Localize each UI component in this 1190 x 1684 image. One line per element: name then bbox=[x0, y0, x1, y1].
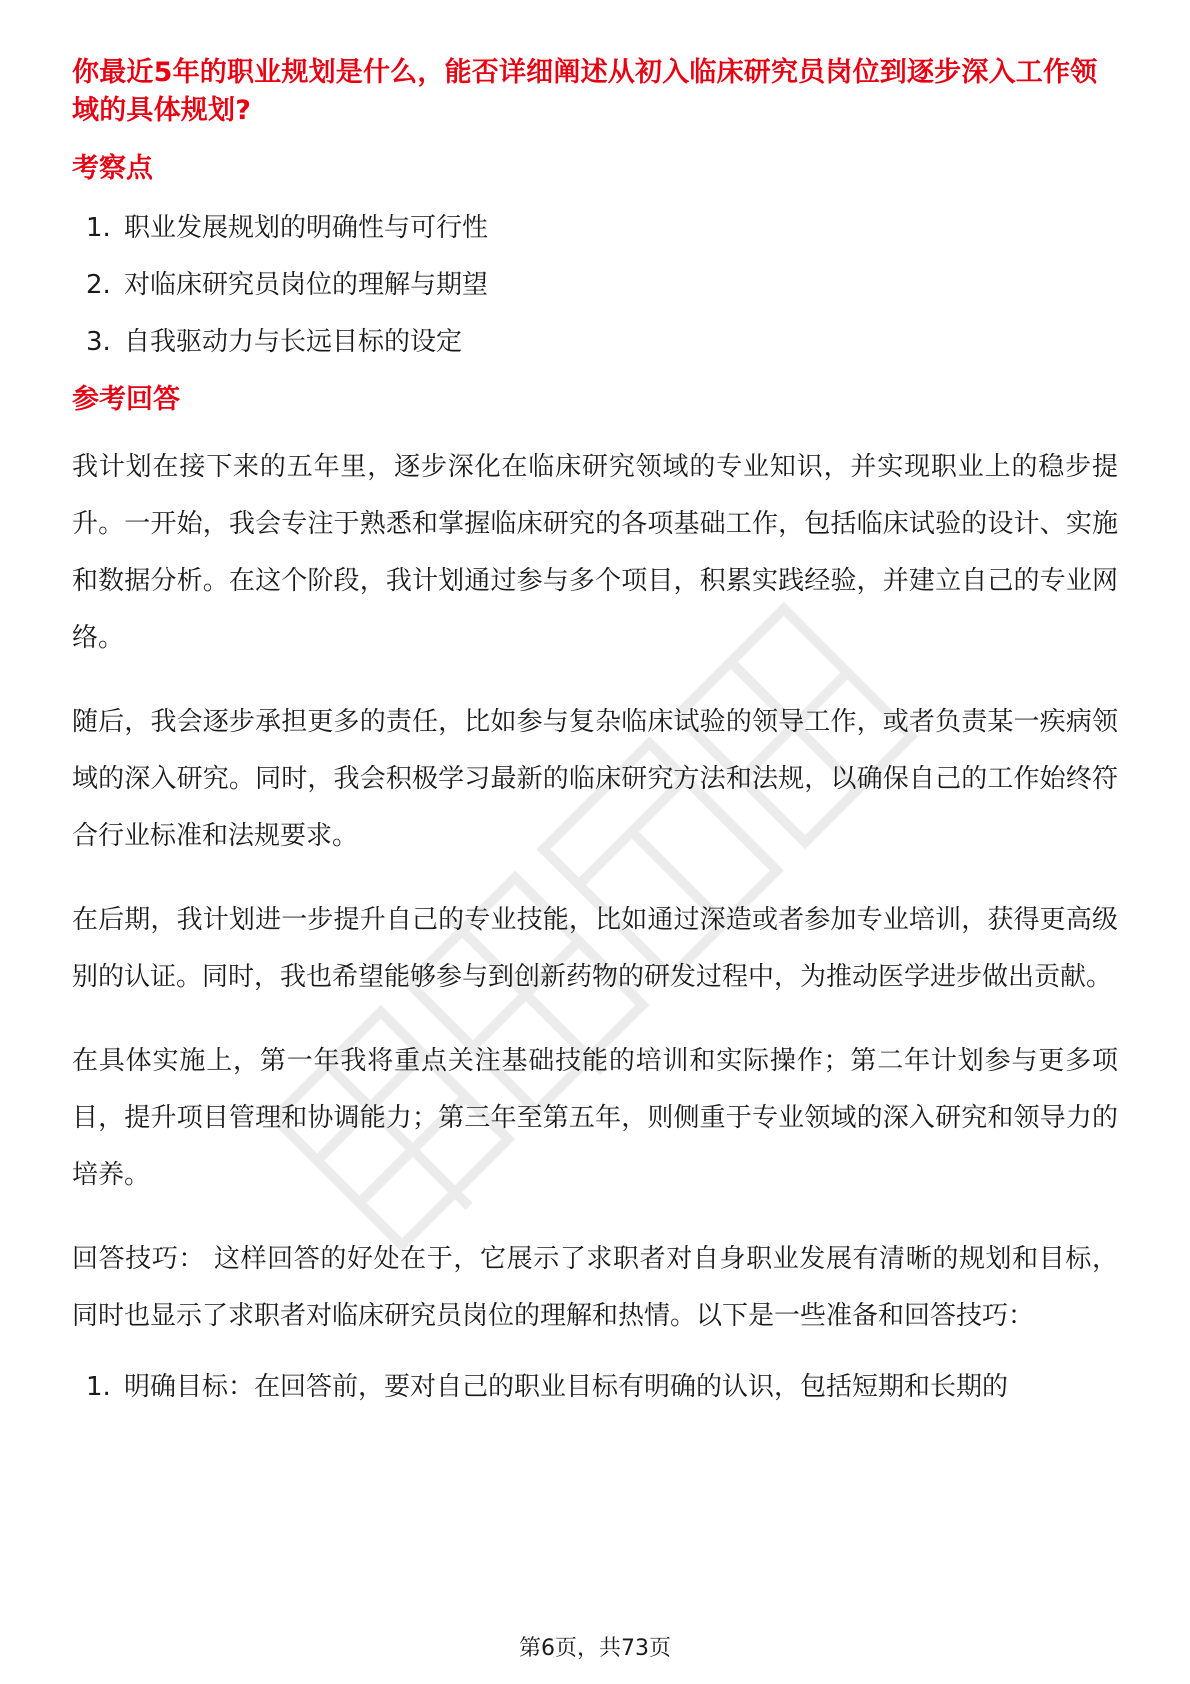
points-list bbox=[72, 210, 1118, 360]
list-item bbox=[72, 324, 1118, 360]
list-text: 自我驱动力与长远目标的设定 bbox=[124, 327, 463, 357]
document-page bbox=[72, 54, 1118, 1405]
list-item bbox=[72, 267, 1118, 303]
list-number: 2. bbox=[86, 270, 111, 300]
answer-paragraph: 在后期，我计划进一步提升自己的专业技能，比如通过深造或者参加专业培训，获得更高级别的认证。同时，我也希望能够参与到创新药物的研发过程中，为推动医学进步做出贡献。 bbox=[72, 905, 1118, 992]
list-text: 对临床研究员岗位的理解与期望 bbox=[124, 270, 489, 300]
list-number: 1. bbox=[86, 213, 111, 243]
answer-paragraph: 在具体实施上，第一年我将重点关注基础技能的培训和实际操作；第二年计划参与更多项目，提升项目管理和协调能力；第三年至第五年，则侧重于专业领域的深入研究和领导力的培养。 bbox=[72, 1046, 1118, 1190]
tips-paragraph: 回答技巧： 这样回答的好处在于，它展示了求职者对自身职业发展有清晰的规划和目标，同时也显示了求职者对临床研究员岗位的理解和热情。以下是一些准备和回答技巧： bbox=[72, 1244, 1118, 1331]
answer-paragraph: 我计划在接下来的五年里，逐步深化在临床研究领域的专业知识，并实现职业上的稳步提升。一开始，我会专注于熟悉和掌握临床研究的各项基础工作，包括临床试验的设计、实施和数据分析。在这个阶段，我计划通过参与多个项目，积累实践经验，并建立自己的专业网络。 bbox=[72, 452, 1118, 653]
list-number: 3. bbox=[86, 327, 111, 357]
list-item bbox=[72, 210, 1118, 246]
list-number: 1. bbox=[86, 1372, 111, 1402]
answer-paragraph: 随后，我会逐步承担更多的责任，比如参与复杂临床试验的领导工作，或者负责某一疾病领域的深入研究。同时，我会积极学习最新的临床研究方法和法规，以确保自己的工作始终符合行业标准和法规要求。 bbox=[72, 707, 1118, 851]
answer-heading: 参考回答 bbox=[72, 384, 180, 415]
list-text: 职业发展规划的明确性与可行性 bbox=[124, 213, 489, 243]
tips-list bbox=[72, 1369, 1118, 1405]
points-heading: 考察点 bbox=[72, 153, 153, 184]
list-item bbox=[72, 1369, 1118, 1405]
list-text: 明确目标：在回答前，要对自己的职业目标有明确的认识，包括短期和长期的 bbox=[124, 1372, 1009, 1402]
question-title: 你最近5年的职业规划是什么，能否详细阐述从初入临床研究员岗位到逐步深入工作领域的具体规划? bbox=[72, 57, 1098, 126]
page-footer: 第6页，共73页 bbox=[519, 1636, 671, 1661]
